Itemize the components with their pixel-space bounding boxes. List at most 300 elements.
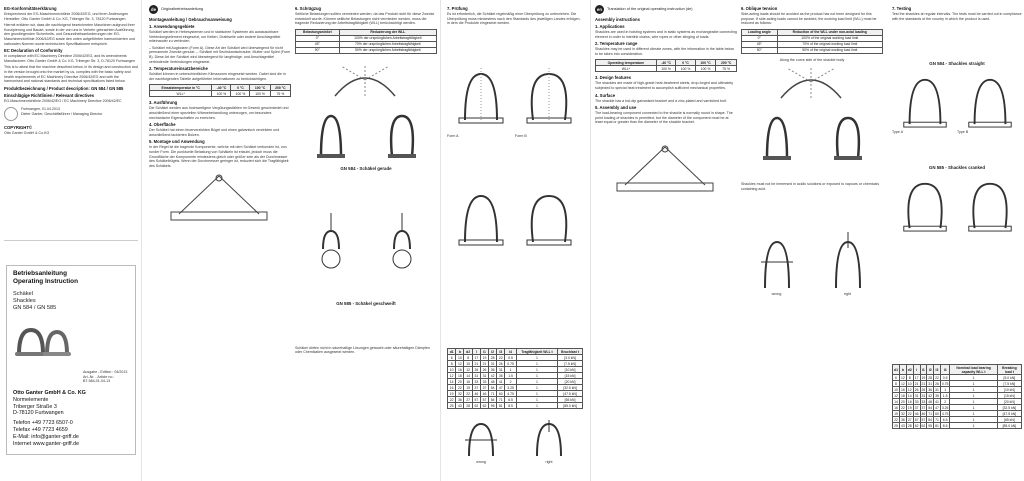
table-cell: 21 <box>472 361 480 367</box>
table-cell: 17 <box>914 375 919 380</box>
table-header-cell: 100 °C <box>695 60 716 66</box>
title-en: Operating Instruction <box>13 278 78 285</box>
table-header-cell: Reduction of the WLL under non-axial loading <box>777 29 882 35</box>
table-cell: 46 <box>921 411 926 416</box>
section-text: Side-acting loads should be avoided as the product has not been designed for this purpose. If side-acting loads cannot be avoided, the working load limit (WLL) must be reduced as follows: <box>741 12 877 26</box>
table-cell: 50% of the original working load limit <box>777 47 882 53</box>
table-cell: 41 <box>497 379 505 385</box>
table-cell: 19 <box>907 405 912 410</box>
edition-line-1: Ausgabe - Edition : 04/2013 <box>83 370 128 374</box>
table-cell: 27 <box>907 417 912 422</box>
table-cell: 28 <box>928 375 933 380</box>
table-cell: 57 <box>921 417 926 422</box>
table-cell: 22 <box>456 385 464 391</box>
table-cell: 6 <box>448 355 456 361</box>
table-header-cell: l1 <box>920 365 927 375</box>
table-cell: 1 <box>950 405 997 411</box>
section-text: Schäkel können in unterschiedlichen Klimazonen eingesetzt werden. Dabei sind die in der nachfolgenden Tabelle aufgeführten Informationen zu berücksichtigen. <box>149 72 286 81</box>
table-cell: 1 <box>950 411 997 417</box>
table-cell: 36 <box>900 417 905 422</box>
table-cell: 3.25 <box>941 405 949 410</box>
table-cell: 1 <box>516 391 557 397</box>
sling-diagram-de <box>149 174 291 222</box>
table-row <box>893 423 1022 429</box>
table-cell: 36 <box>489 367 497 373</box>
table-cell: 4.75 <box>941 411 949 416</box>
table-cell: 22 <box>448 397 456 403</box>
table-cell: 16 <box>894 405 898 410</box>
table-header-cell: l4 <box>940 365 950 375</box>
table-cell: 1.5 <box>940 393 950 399</box>
shackle-technical-drawing <box>521 66 577 126</box>
section-text: – Schäkel mit Augbolzen (Form A). Diese Art der Schäkel wird überwiegend für nicht permanente Zwecke genutzt. – Schäkel mit Sechskantschraube, Mutter und Splint (Form B). Diese Art der Schäkel wird überwiegend für langfristige, und Anschlagmittel verbindende Verbindungen eingesetzt. <box>149 45 291 64</box>
table-cell: 26 <box>921 387 926 392</box>
table-cell: 31 <box>480 373 488 379</box>
table-cell: 16 <box>456 367 464 373</box>
table-cell: 8 <box>906 375 913 381</box>
table-header-cell: l3 <box>934 365 941 375</box>
table-cell: [32.5 kN] <box>558 385 583 391</box>
table-cell: 46 <box>480 391 488 397</box>
table-cell: 25 <box>448 403 456 409</box>
table-cell: 37 <box>472 385 480 391</box>
shackle-left-icon <box>313 110 349 160</box>
table-cell: 1 <box>950 375 997 381</box>
sling-examples-de <box>295 211 437 271</box>
table-cell: 19 <box>921 375 926 380</box>
table-cell: 48 <box>928 399 933 404</box>
section-title-de: Montageanleitung / Gebrauchsanweisung <box>149 17 232 22</box>
table-cell: 21 <box>921 381 926 386</box>
table-cell: 22 <box>907 411 912 416</box>
table-cell: 32 <box>456 391 464 397</box>
table-cell: 12 <box>456 361 464 367</box>
table-cell: 84 <box>928 417 933 422</box>
section-text: Die Schäkel werden aus hochwertigem Vergütungsstählen im Gesenk geschmiedet und anschließend einer speziellen Wärmebehandlung unterzogen, um besonders mechanische Eigenschaften zu erreichen. <box>149 106 289 120</box>
signature-place: Furtwangen, 01.04.2013 <box>21 107 60 112</box>
table-cell: 37 <box>921 405 926 410</box>
right-label: right <box>545 460 553 464</box>
temperature-table-en <box>595 59 737 72</box>
section-text: Der Schäkel hat einen feuerverzinkten Bügel und einen galvanisch verzinkten und anschließend lackierten Bolzen. <box>149 128 280 137</box>
table-cell: 81 <box>497 403 505 409</box>
table-cell: 16 <box>900 387 905 392</box>
table-cell: 43 <box>456 403 464 409</box>
table-cell: 57 <box>472 397 480 403</box>
wrong-right-examples-de <box>447 420 583 465</box>
table-header-cell: -40 °C <box>212 85 231 91</box>
table-header-cell: l <box>472 349 480 355</box>
table-header-cell: l3 <box>497 349 505 355</box>
table-cell: 100% der ursprünglichen Arbeitstragfähigkeit <box>339 35 436 41</box>
table-cell: 60 <box>497 391 505 397</box>
table-cell: 100 % <box>695 66 716 72</box>
section-heading: 4. Surface <box>595 92 616 98</box>
table-header-cell: l4 <box>505 349 517 355</box>
dimension-table-en-wrap <box>892 364 1022 429</box>
table-cell: [47.5 kN] <box>558 391 583 397</box>
table-cell: 37 <box>480 385 488 391</box>
ec-conformity-heading-en: EC Declaration of Conformity <box>4 48 63 54</box>
table-cell: 1 <box>516 403 557 409</box>
table-header-cell: b <box>899 365 906 375</box>
table-cell: 100 % <box>676 66 695 72</box>
table-header-cell: Bruchlast t <box>558 349 583 355</box>
table-cell: 48 <box>489 379 497 385</box>
table-cell: 54 <box>928 405 933 410</box>
table-cell: 21 <box>914 381 919 386</box>
table-cell: [7.5 kN] <box>558 361 583 367</box>
table-cell: 1 <box>950 393 997 399</box>
table-row <box>448 403 583 409</box>
table-cell: [65 kN] <box>558 397 583 403</box>
language-badge-en: en <box>595 5 604 14</box>
table-cell: 14 <box>894 399 898 404</box>
table-cell: 10 <box>894 387 898 392</box>
title-de: Betriebsanleitung <box>13 270 67 277</box>
table-header-cell: d1 <box>448 349 456 355</box>
english-table-page <box>890 0 1024 481</box>
table-cell: 3.25 <box>505 385 517 391</box>
table-header-cell: 0 °C <box>231 85 250 91</box>
divider <box>4 240 138 241</box>
product-codes: GN 584 / GN 585 <box>13 305 57 311</box>
section-heading: 6. Schrägzug <box>295 6 322 11</box>
table-cell: 100 % <box>231 91 250 97</box>
table-cell: 22 <box>497 355 505 361</box>
company-street-1: Normelemente <box>13 396 49 403</box>
shackle-pair-en <box>741 112 883 162</box>
company-web: Internet www.ganter-griff.de <box>13 440 80 447</box>
table-cell: 14 <box>448 379 456 385</box>
table-cell: 46 <box>472 391 480 397</box>
bottom-warning-de: Schäkel dürfen nicht in säurehaltige Lösungen getaucht oder säurehaltigen Dämpfen oder Chemikalien ausgesetzt werden. <box>295 345 430 355</box>
section-heading: 4. Oberfläche <box>149 122 176 128</box>
language-header-de <box>149 4 291 14</box>
table-cell: 31 <box>472 373 480 379</box>
angle-table-en <box>741 29 883 54</box>
edition-line-3: BT-584-01-04-13 <box>83 379 111 384</box>
table-cell: 14 <box>907 393 912 398</box>
table-cell: 26 <box>497 361 505 367</box>
table-cell: 71 <box>489 391 497 397</box>
table-cell: [10 kN] <box>997 387 1021 393</box>
german-instructions-page <box>145 0 441 481</box>
table-cell: 10 <box>448 367 456 373</box>
table-cell: 42 <box>489 373 497 379</box>
table-header-cell: Tragfähigkeit WLL t <box>516 349 557 355</box>
ec-conformity-text-de: Entsprechend der EG-Maschinenrichtlinie 2006/42/EG, und ihren Änderungen Hersteller: Otto Ganter GmbH & Co. KG, Triberger Str. 3, 78120 Furtwangen <box>4 12 129 21</box>
table-cell: 17 <box>472 355 480 361</box>
cover-frame <box>6 265 136 455</box>
table-cell: 31 <box>497 367 505 373</box>
ec-conformity-body-en: This is to attest that the machine described below, in its design and construction and in the version brought onto the market by us, complies with the basic safety and health requirements of EC Machinery Directive 2006/42/EG and with the harmonised and national standards and technical specifications listed below. <box>4 65 138 84</box>
table-cell: 10 <box>464 361 472 367</box>
table-cell: 26 <box>935 381 939 386</box>
table-cell: 0° <box>296 35 340 41</box>
table-header-cell: Breaking load t <box>997 365 1021 375</box>
figure-caption-de-1: GN 584 - Schäkel gerade <box>340 165 392 171</box>
company-fax: Telefax +49 7723 4659 <box>13 426 68 433</box>
table-header-cell: l1 <box>480 349 488 355</box>
table-cell: 81 <box>935 423 939 428</box>
table-cell: 0.75 <box>941 381 949 386</box>
shackle-right-icon <box>384 110 420 160</box>
ec-conformity-body-de: Hiermit erklären wir, dass die nachfolgend bezeichneten Maschinen aufgrund ihrer Konzipierung und Bauart, sowie in der von uns in Verkehr gebrachten Ausführung, den grundlegenden Sicherheits- und Gesundheitsanforderungen der EG-Maschinenrichtlinie 2006/42/EG sowie den unten aufgeführten harmonisierten und nationalen Normen sowie technischen Spezifikationen entspricht. <box>4 23 135 46</box>
signature-seal-icon <box>4 107 18 121</box>
edition-line-2: Art.-Nr. - Article no.: <box>83 374 115 379</box>
sling-diagram-en <box>595 145 737 193</box>
table-cell: 62 <box>480 403 488 409</box>
product-en: Shackles <box>13 298 36 304</box>
type-a-label: Type A <box>892 130 903 135</box>
table-cell: 62 <box>921 423 926 428</box>
table-cell: 62 <box>914 423 919 428</box>
type-b-label: Type B <box>957 130 969 135</box>
section-text: Shackles are used in hoisting systems and in static systems as exchangeable connecting element in order to interlink chains, wire ropes or other slinging of loads. <box>595 30 737 39</box>
table-header-cell: 100 °C <box>250 85 270 91</box>
table-cell: [5.0 kN] <box>997 375 1021 381</box>
table-cell: [47.5 kN] <box>997 411 1021 417</box>
table-cell: 31 <box>914 393 919 398</box>
table-cell: 19 <box>480 355 488 361</box>
german-table-page <box>445 0 585 481</box>
product-description: Produktbezeichnung / Product description: GN 584 / GN 585 <box>4 85 124 91</box>
section-text: Shackles may be used in different climate zones, with the information in the table below to be taken into consideration. <box>595 47 734 56</box>
product-de: Schäkel <box>13 291 33 297</box>
table-cell: 28 <box>464 403 472 409</box>
section-text: The load-bearing component connected to the shackle is normally round in shape. The point loading of shackles is permitted, but the diameter of the component must be at least equal or greater than the diameter of the shackle bracket. <box>595 111 733 125</box>
table-cell: [65 kN] <box>997 417 1021 423</box>
standards-heading: Einschlägige Richtlinien / Relevant directives <box>4 92 95 98</box>
table-cell: 31 <box>921 393 926 398</box>
shackle-technical-drawing <box>453 66 509 126</box>
shackle-left-icon <box>759 112 795 162</box>
shackle-drawing-de <box>447 66 583 126</box>
wrong-label: wrong <box>476 460 486 464</box>
shackle-drawing-en <box>892 72 1022 130</box>
table-cell: 8.5 <box>940 423 950 429</box>
table-cell: 95 <box>489 403 497 409</box>
company-name: Otto Ganter GmbH & Co. KG <box>13 390 86 396</box>
table-cell: 62 <box>472 403 480 409</box>
table-cell: 1 <box>950 423 997 429</box>
dimension-table-de <box>447 348 583 409</box>
table-cell: 12 <box>907 387 912 392</box>
table-cell: 41 <box>935 399 939 404</box>
table-header-cell: 0 °C <box>676 60 695 66</box>
table-cell: 1 <box>950 399 997 405</box>
table-cell: 42 <box>928 393 933 398</box>
table-cell: 12 <box>464 367 472 373</box>
table-cell: 19 <box>464 385 472 391</box>
table-cell: 35 <box>935 393 939 398</box>
section-heading: 2. Temperatureinsatzbereiche <box>149 66 208 72</box>
section-title-en: Assembly instructions <box>595 17 640 22</box>
table-cell: 84 <box>489 397 497 403</box>
copyright-text: Otto Ganter GmbH & Co.KG <box>4 131 50 136</box>
section-heading: 5. Montage und Anwendung <box>149 139 205 145</box>
table-cell: 36 <box>928 387 933 392</box>
table-cell: 22 <box>935 375 939 380</box>
table-cell: 1 <box>950 387 997 393</box>
table-header-cell: Operating temperature <box>596 60 657 66</box>
table-cell: 6.5 <box>940 417 950 423</box>
section-heading: 5. Assembly and use <box>595 105 637 111</box>
company-city: D-78120 Furtwangen <box>13 410 64 417</box>
table-cell: 0.5 <box>940 375 950 381</box>
table-cell: 16 <box>448 385 456 391</box>
table-cell: 50% der ursprünglichen Arbeitstragfähigkeit <box>339 47 436 53</box>
table-cell: 54 <box>489 385 497 391</box>
table-header-cell: Belastungswinkel <box>296 29 340 35</box>
table-header-cell: b <box>456 349 464 355</box>
table-cell: 4.75 <box>505 391 517 397</box>
table-cell: 32 <box>900 411 905 416</box>
section-text: Seitliche Belastungen sollten vermieden werden, da das Produkt nicht für diese Zwecke entwickelt wurde. Können seitliche Belastungen nicht vermieden werden, muss die tragende Reduzierung der Arbeitstragfähigkeit (WLL) berücksichtigt werden. <box>295 12 435 26</box>
table-cell: 70% of the original working load limit <box>777 41 882 47</box>
table-cell: 20 <box>456 379 464 385</box>
table-cell: 19 <box>894 411 898 416</box>
table-cell: 33 <box>914 399 919 404</box>
section-heading: 6. Oblique tension <box>741 6 778 11</box>
copyright-heading: COPYRIGHT© <box>4 125 32 131</box>
wrong-usage-icon <box>461 420 501 460</box>
right-usage-icon <box>828 232 868 292</box>
table-cell: 27 <box>464 397 472 403</box>
ec-conformity-heading-de: EG-Konformitätserklärung <box>4 6 57 11</box>
table-cell: [20 kN] <box>558 379 583 385</box>
table-cell: 26 <box>472 367 480 373</box>
table-cell: 1 <box>950 381 997 387</box>
angle-label-en: Along the curve side of the shackle body <box>779 57 845 62</box>
section-text: Es ist erforderlich, die Schäkel regelmäßig einer Überprüfung zu unterziehen. Die Überprüfung muss mindestens nach den Standards des jeweiligen Landes erfolgen, in dem die Produkte eingesetzt werden. <box>447 12 581 26</box>
table-cell: [20 kN] <box>997 399 1021 405</box>
right-label: right <box>844 291 851 296</box>
table-cell: 57 <box>480 397 488 403</box>
table-cell: [15 kN] <box>558 373 583 379</box>
table-header-cell: -40 °C <box>656 60 675 66</box>
section-heading: 7. Testing <box>892 6 912 11</box>
shackle-right-icon <box>830 112 866 162</box>
table-cell: WLL* <box>596 66 657 72</box>
table-cell: 16 <box>907 399 912 404</box>
section-heading: 3. Design features <box>595 75 632 81</box>
table-header-cell: 200 °C <box>270 85 290 91</box>
table-cell: 19 <box>448 391 456 397</box>
table-cell: 57 <box>914 417 919 422</box>
front-page <box>0 0 142 481</box>
table-cell: 31 <box>935 387 939 392</box>
table-cell: 1.5 <box>505 373 517 379</box>
table-cell: 8.5 <box>505 403 517 409</box>
table-cell: 36 <box>456 397 464 403</box>
table-cell: 75 % <box>716 66 737 72</box>
table-cell: 12 <box>900 381 905 386</box>
table-cell: 100 % <box>212 91 231 97</box>
table-cell: 1 <box>940 387 950 393</box>
table-cell: 20 <box>900 399 905 404</box>
english-instructions-page <box>590 0 886 481</box>
section-heading: 1. Applications <box>595 24 625 29</box>
table-cell: 71 <box>935 417 939 422</box>
table-header-cell: 200 °C <box>716 60 737 66</box>
table-cell: 31 <box>489 361 497 367</box>
figure-caption-en-1: GN 584 - Shackles straight <box>929 61 985 67</box>
figure-caption-en-2: GN 585 - Shackles cranked <box>928 164 986 170</box>
table-cell: [85.0 kN] <box>558 403 583 409</box>
table-cell: 1 <box>950 417 997 423</box>
table-cell: [10 kN] <box>558 367 583 373</box>
table-cell: 10 <box>907 381 912 386</box>
standards-text: EG-Maschinenrichtlinie 2006/42/EG / EC Machinery Directive 2006/42/EC <box>4 98 122 103</box>
shackle-pair-de <box>295 110 437 160</box>
shackle-technical-drawing <box>963 176 1017 234</box>
figure-caption-de-2: GN 585 - Schäkel geschweift <box>336 300 396 306</box>
table-cell: 22 <box>900 405 905 410</box>
table-cell: 1 <box>516 385 557 391</box>
table-cell: 16 <box>464 379 472 385</box>
table-cell: 100 % <box>250 91 270 97</box>
table-cell: 22 <box>464 391 472 397</box>
table-header-cell: d1 <box>893 365 900 375</box>
table-cell: 35 <box>497 373 505 379</box>
angle-diagram-de <box>295 60 437 100</box>
table-cell: WLL* <box>150 91 212 97</box>
table-cell: 26 <box>914 387 919 392</box>
section-text: The shackles are made of high-grade heat-treatment steels, drop-forged and ultimately subjected to special heat treatment to accomplish sufficient mechanical properties. <box>595 81 734 90</box>
table-cell: 47 <box>935 405 939 410</box>
table-cell: 37 <box>914 405 919 410</box>
table-header-cell: d2 <box>464 349 472 355</box>
section-text: Schäkel werden in Hebesystemen und in statischen Systemen als austauschbare Verbindungselement eingesetzt, um Ketten, Drahtseile oder andere Anschlagmittel miteinander zu verbinden. <box>149 30 281 44</box>
table-cell: 8 <box>448 361 456 367</box>
section-heading: 2. Temperature range <box>595 41 638 47</box>
table-cell: 2 <box>505 379 517 385</box>
table-cell: 47 <box>497 385 505 391</box>
table-cell: 1 <box>516 397 557 403</box>
table-cell: 12 <box>448 373 456 379</box>
sling-example-icon <box>311 211 351 271</box>
table-cell: 1 <box>516 355 557 361</box>
section-text: Test the shackles at regular intervals. The tests must be carried out in compliance with the standards of the country in which the product is used. <box>892 12 1022 21</box>
table-cell: 0° <box>742 35 778 41</box>
table-cell: 26 <box>480 367 488 373</box>
section-text: In der Regel ist die tragende Komponente, welche mit dem Schäkel verbunden ist, von runder Form. Die punktuelle Belastung von Schäkeln ist erlaubt, jedoch muss die Grundfläche der Komponente mindestens gleich oder größer sein als der Durchmesser des Schäkelbügels. Wenn der Durchmesser geringer ist, reduziert sich die Tragfähigkeit des Schäkels. <box>149 145 289 168</box>
section-text: The shackle has a hot-dip galvanised bracket and a zinc-plated and varnished bolt. <box>595 98 727 103</box>
table-cell: 10 <box>456 355 464 361</box>
section-heading: 1. Anwendungsgebiete <box>149 24 195 29</box>
table-cell: 28 <box>907 423 912 428</box>
table-cell: 18 <box>900 393 905 398</box>
temperature-table-de <box>149 84 291 97</box>
table-cell: 6 <box>893 375 900 381</box>
table-header-cell: Reduzierung der WLL <box>339 29 436 35</box>
language-title-en: Translation of the original operating instruction (de) <box>607 7 693 11</box>
company-email: E-Mail: info@ganter-griff.de <box>13 433 79 440</box>
table-cell: [32.5 kN] <box>997 405 1021 411</box>
table-header-cell: Loading angle <box>742 29 778 35</box>
table-header-cell: l2 <box>927 365 934 375</box>
section-heading: 7. Prüfung <box>447 6 468 11</box>
table-cell: 12 <box>900 375 905 380</box>
table-cell: 21 <box>480 361 488 367</box>
table-header-cell: l2 <box>489 349 497 355</box>
wrong-right-examples-en <box>741 232 883 297</box>
form-a-label: Form A <box>447 133 459 138</box>
right-usage-icon <box>529 420 569 460</box>
shackle-technical-drawing <box>963 72 1017 130</box>
